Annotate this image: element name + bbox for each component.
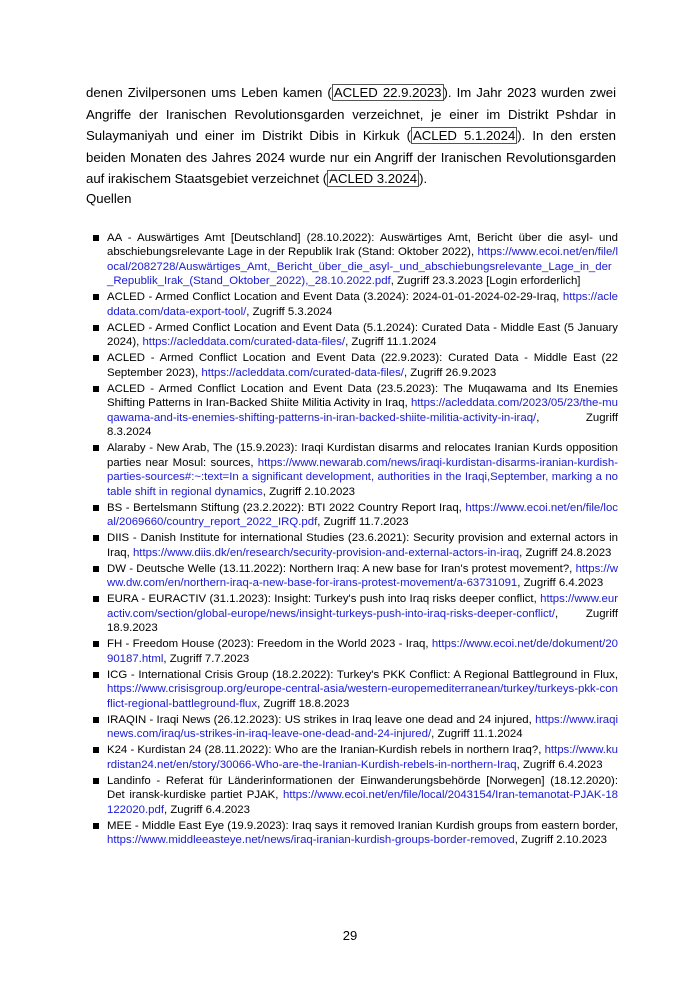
intro-paragraph <box>86 82 616 190</box>
reference-access-date: , Zugriff 8.3.2024 <box>107 411 618 439</box>
reference-access-date: , Zugriff 18.8.2023 <box>257 697 350 710</box>
reference-link[interactable]: https://www.ecoi.net/en/file/local/2043154/Iran-temanotat-PJAK-18122020.pdf <box>107 789 618 816</box>
reference-access-date: , Zugriff 5.3.2024 <box>246 305 333 318</box>
bullet-icon <box>93 535 99 541</box>
reference-access-date: , Zugriff 6.4.2023 <box>164 803 250 816</box>
reference-text: MEE - Middle East Eye (19.9.2023): Iraq says it removed Iranian Kurdish groups from eastern border, <box>107 819 618 832</box>
reference-text: Landinfo - Referat für Länderinformationen der Einwanderungsbehörde [Norwegen] (18.12.2020): Det iransk-kurdiske partiet PJAK, <box>107 774 618 802</box>
bullet-icon <box>93 823 99 829</box>
bullet-icon <box>93 747 99 753</box>
bullet-icon <box>93 505 99 511</box>
reference-item <box>93 441 618 499</box>
bullet-icon <box>93 641 99 647</box>
reference-text: EURA - EURACTIV (31.1.2023): Insight: Turkey's push into Iraq risks deeper conflict, <box>107 593 541 606</box>
reference-text: ACLED - Armed Conflict Location and Event Data (5.1.2024): Curated Data - Middle East (5 January 2024), <box>107 321 618 349</box>
sources-heading: Quellen <box>86 191 132 206</box>
page-number: 29 <box>342 928 358 943</box>
bullet-icon <box>93 325 99 331</box>
bullet-icon <box>93 778 99 784</box>
bullet-icon <box>93 235 99 241</box>
bullet-icon <box>93 717 99 723</box>
reference-link[interactable]: https://www.newarab.com/news/iraqi-kurdistan-disarms-iranian-kurdish-parties-sources#:~:text=In a significant development, authorities in the Iraqi,September, marking a notable shift in regional dynamics <box>107 456 618 498</box>
reference-item <box>93 321 618 350</box>
reference-list <box>93 231 618 849</box>
reference-link[interactable]: https://www.euractiv.com/section/global-europe/news/insight-turkeys-push-into-iraq-risks-deeper-conflict/ <box>107 593 618 620</box>
reference-item <box>93 668 618 711</box>
citation-acled-5-1-2024[interactable]: ACLED 5.1.2024 <box>412 128 516 144</box>
reference-link[interactable]: https://acleddata.com/2023/05/23/the-muqawama-and-its-enemies-shifting-patterns-in-iran-backed-shiite-militia-activity-in-iraq/ <box>107 397 618 424</box>
reference-link[interactable]: https://www.ecoi.net/de/dokument/2090187.html <box>107 638 618 665</box>
reference-item <box>93 819 618 848</box>
reference-access-date: , Zugriff 2.10.2023 <box>262 485 356 498</box>
reference-item <box>93 637 618 666</box>
reference-text: FH - Freedom House (2023): Freedom in the World 2023 - Iraq, <box>107 638 432 651</box>
bullet-icon <box>93 386 99 392</box>
reference-link[interactable]: https://www.dw.com/en/northern-iraq-a-new-base-for-irans-protest-movement/a-63731091 <box>107 562 618 590</box>
reference-text: K24 - Kurdistan 24 (28.11.2022): Who are the Iranian-Kurdish rebels in northern Iraq?, <box>107 744 545 757</box>
reference-access-date: , Zugriff 2.10.2023 <box>514 834 607 847</box>
reference-text: ACLED - Armed Conflict Location and Event Data (23.5.2023): The Muqawama and Its Enemies Shifting Patterns in Iran-Backed Shiite Militia Activity in Iraq, <box>107 382 618 410</box>
reference-link[interactable]: https://www.iraqinews.com/iraq/us-strikes-in-iraq-leave-one-dead-and-24-injured/ <box>107 713 618 741</box>
reference-link[interactable]: https://www.diis.dk/en/research/security-provision-and-external-actors-in-iraq <box>132 546 520 559</box>
intro-text-1: denen Zivilpersonen ums Leben kamen ( <box>86 85 332 100</box>
reference-item <box>93 382 618 440</box>
reference-link[interactable]: https://acleddata.com/curated-data-files/ <box>201 366 404 379</box>
reference-text: DW - Deutsche Welle (13.11.2022): Northern Iraq: A new base for Iran's protest movement?, <box>107 562 576 575</box>
reference-text: DIIS - Danish Institute for international Studies (23.6.2021): Security provision and external actors in Iraq, <box>107 532 618 559</box>
reference-link[interactable]: https://www.middleeasteye.net/news/iraq-iranian-kurdish-groups-border-removed <box>107 834 515 847</box>
reference-link[interactable]: https://www.ecoi.net/en/file/local/2082728/Auswärtiges_Amt,_Bericht_über_die_asyl-_und_abschiebungsrelevante_Lage_in_der_Republik_Irak_(Stand_Oktober_2022),_28.10.2022.pdf <box>107 246 618 288</box>
reference-link[interactable]: https://www.kurdistan24.net/en/story/30066-Who-are-the-Iranian-Kurdish-rebels-in-northern-Iraq <box>107 744 618 771</box>
reference-item <box>93 351 618 380</box>
citation-acled-22-9-2023[interactable]: ACLED 22.9.2023 <box>333 85 442 100</box>
bullet-icon <box>93 596 99 602</box>
reference-item <box>93 743 618 772</box>
reference-item <box>93 501 618 530</box>
reference-text: BS - Bertelsmann Stiftung (23.2.2022): BTI 2022 Country Report Iraq, <box>107 501 466 514</box>
reference-access-date: , Zugriff 18.9.2023 <box>107 607 618 635</box>
reference-item <box>93 531 618 560</box>
reference-access-date: , Zugriff 11.1.2024 <box>431 728 523 741</box>
bullet-icon <box>93 445 99 451</box>
reference-link[interactable]: https://acleddata.com/curated-data-files/ <box>142 336 346 349</box>
citation-acled-3-2024[interactable]: ACLED 3.2024 <box>329 171 418 187</box>
reference-text: AA - Auswärtiges Amt [Deutschland] (28.10.2022): Auswärtiges Amt, Bericht über die asyl- und abschiebungsrelevante Lage in der Republik Irak (Stand: Oktober 2022), <box>107 232 618 259</box>
intro-text-4: ). <box>419 171 428 187</box>
reference-access-date: , Zugriff 24.8.2023 <box>519 546 612 559</box>
bullet-icon <box>93 672 99 678</box>
bullet-icon <box>93 294 99 300</box>
reference-access-date: , Zugriff 6.4.2023 <box>517 577 604 590</box>
reference-item <box>93 290 618 319</box>
reference-text: ICG - International Crisis Group (18.2.2022): Turkey's PKK Conflict: A Regional Battleground in Flux, <box>107 668 618 681</box>
reference-item <box>93 713 618 742</box>
bullet-icon <box>93 566 99 572</box>
reference-text: Alaraby - New Arab, The (15.9.2023): Iraqi Kurdistan disarms and relocates Iranian Kurds opposition parties near Mosul: sources, <box>107 442 618 469</box>
reference-link[interactable]: https://www.crisisgroup.org/europe-central-asia/western-europemediterranean/turkey/turkeys-pkk-conflict-regional-battleground-flux <box>107 683 618 710</box>
reference-text: ACLED - Armed Conflict Location and Event Data (3.2024): 2024-01-01-2024-02-29-Iraq, <box>107 291 563 304</box>
reference-item <box>93 231 618 289</box>
reference-item <box>93 592 618 635</box>
reference-link[interactable]: https://www.ecoi.net/en/file/local/2069660/country_report_2022_IRQ.pdf <box>107 501 618 529</box>
reference-item <box>93 562 618 591</box>
reference-text: IRAQIN - Iraqi News (26.12.2023): US strikes in Iraq leave one dead and 24 injured, <box>107 713 536 726</box>
reference-access-date: , Zugriff 11.1.2024 <box>345 336 437 349</box>
reference-text: ACLED - Armed Conflict Location and Event Data (22.9.2023): Curated Data - Middle East (22 September 2023), <box>107 352 618 379</box>
reference-access-date: , Zugriff 23.3.2023 [Login erforderlich] <box>390 275 581 288</box>
intro-text-3: ). In den ersten beiden Monaten des Jahres 2024 wurde nur ein Angriff der Iranischen Revolutionsgarden auf irakischem Staatsgebiet verzeichnet ( <box>86 128 616 187</box>
reference-link[interactable]: https://acleddata.com/data-export-tool/ <box>107 291 618 318</box>
reference-item <box>93 774 618 817</box>
reference-access-date: , Zugriff 26.9.2023 <box>403 366 497 379</box>
reference-access-date: , Zugriff 6.4.2023 <box>516 758 603 771</box>
intro-text-2: ). Im Jahr 2023 wurden zwei Angriffe der Iranischen Revolutionsgarden verzeichnet, je einer im Distrikt Pshdar in Sulaymaniyah und einer im Distrikt Dibis in Kirkuk ( <box>86 85 617 144</box>
reference-access-date: , Zugriff 11.7.2023 <box>317 516 409 529</box>
reference-access-date: , Zugriff 7.7.2023 <box>163 652 250 665</box>
bullet-icon <box>93 355 99 361</box>
